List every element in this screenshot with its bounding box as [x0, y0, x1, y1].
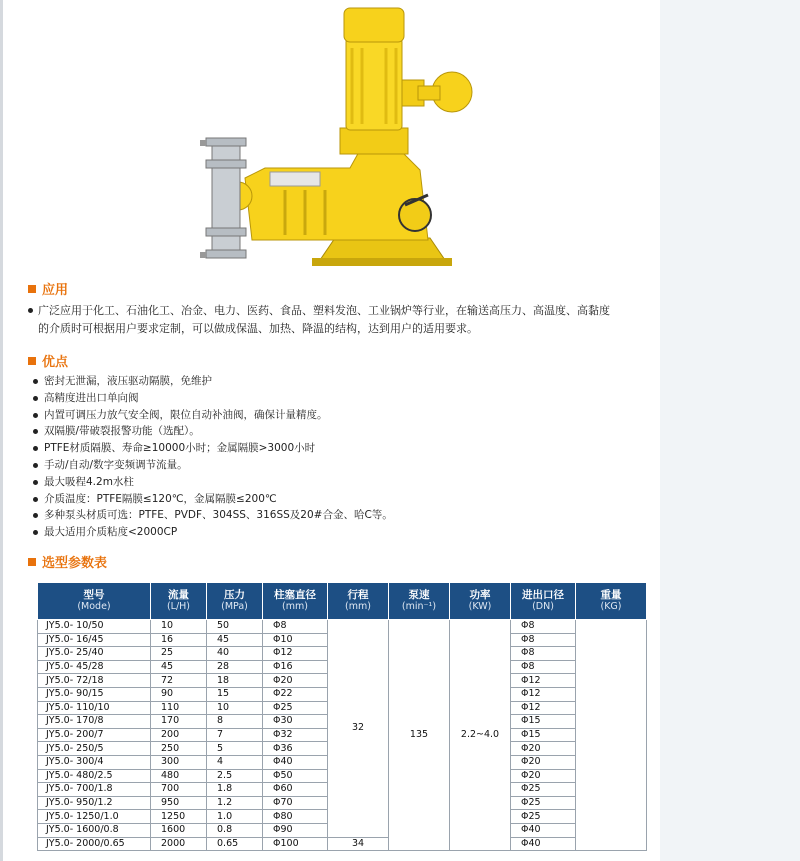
- selection-heading-text: 选型参数表: [42, 556, 108, 571]
- cell-port: Φ8: [511, 620, 576, 634]
- cell-pressure: 28: [207, 660, 263, 674]
- cell-port: Φ15: [511, 728, 576, 742]
- cell-flow: 950: [151, 796, 207, 810]
- cell-plunger: Φ25: [263, 701, 328, 715]
- list-item: 多种泵头材质可选：PTFE、PVDF、304SS、316SS及20#合金、哈C等。: [33, 507, 393, 524]
- cell-pressure: 8: [207, 715, 263, 729]
- cell-port: Φ8: [511, 633, 576, 647]
- cell-pressure: 10: [207, 701, 263, 715]
- cell-flow: 2000: [151, 837, 207, 851]
- cell-pressure: 7: [207, 728, 263, 742]
- cell-model: JY5.0- 25/40: [38, 647, 151, 661]
- cell-weight: [576, 620, 647, 851]
- list-item: 最大吸程4.2m水柱: [33, 474, 393, 491]
- cell-model: JY5.0- 170/8: [38, 715, 151, 729]
- cell-plunger: Φ32: [263, 728, 328, 742]
- orange-square-icon: [28, 558, 36, 566]
- list-item: 内置可调压力放气安全阀，限位自动补油阀，确保计量精度。: [33, 407, 393, 424]
- cell-stroke: 32: [328, 620, 389, 838]
- cell-model: JY5.0- 2000/0.65: [38, 837, 151, 851]
- cell-pressure: 5: [207, 742, 263, 756]
- cell-pressure: 0.8: [207, 823, 263, 837]
- cell-model: JY5.0- 480/2.5: [38, 769, 151, 783]
- column-header-model: 型号 (Mode): [38, 583, 151, 620]
- list-item: 双隔膜/带破裂报警功能（选配）。: [33, 423, 393, 440]
- cell-model: JY5.0- 90/15: [38, 687, 151, 701]
- cell-flow: 1250: [151, 810, 207, 824]
- application-paragraph: [38, 302, 618, 338]
- cell-plunger: Φ90: [263, 823, 328, 837]
- column-header-flow: 流量 (L/H): [151, 583, 207, 620]
- cell-pressure: 4: [207, 755, 263, 769]
- cell-model: JY5.0- 950/1.2: [38, 796, 151, 810]
- section-heading-selection: [28, 552, 107, 571]
- cell-pressure: 15: [207, 687, 263, 701]
- cell-flow: 1600: [151, 823, 207, 837]
- cell-plunger: Φ22: [263, 687, 328, 701]
- section-heading-application: [28, 279, 68, 298]
- cell-plunger: Φ40: [263, 755, 328, 769]
- list-item: 介质温度：PTFE隔膜≤120℃，金属隔膜≤200℃: [33, 491, 393, 508]
- cell-port: Φ15: [511, 715, 576, 729]
- cell-plunger: Φ30: [263, 715, 328, 729]
- table-header-row: [38, 583, 647, 620]
- list-item: PTFE材质隔膜、寿命≥10000小时；金属隔膜>3000小时: [33, 440, 393, 457]
- cell-pressure: 1.8: [207, 783, 263, 797]
- cell-pressure: 18: [207, 674, 263, 688]
- cell-pressure: 50: [207, 620, 263, 634]
- cell-plunger: Φ60: [263, 783, 328, 797]
- column-header-power: 功率 (KW): [450, 583, 511, 620]
- cell-pressure: 40: [207, 647, 263, 661]
- cell-model: JY5.0- 1250/1.0: [38, 810, 151, 824]
- cell-port: Φ25: [511, 796, 576, 810]
- cell-plunger: Φ10: [263, 633, 328, 647]
- cell-port: Φ40: [511, 823, 576, 837]
- cell-model: JY5.0- 300/4: [38, 755, 151, 769]
- cell-model: JY5.0- 16/45: [38, 633, 151, 647]
- column-header-port: 进出口径 (DN): [511, 583, 576, 620]
- list-item: 高精度进出口单向阀: [33, 390, 393, 407]
- cell-model: JY5.0- 72/18: [38, 674, 151, 688]
- list-item: 手动/自动/数字变频调节流量。: [33, 457, 393, 474]
- cell-pressure: 1.2: [207, 796, 263, 810]
- pump-product-image: [190, 0, 480, 278]
- cell-flow: 110: [151, 701, 207, 715]
- cell-port: Φ25: [511, 783, 576, 797]
- application-text: 广泛应用于化工、石油化工、冶金、电力、医药、食品、塑料发泡、工业锅炉等行业，在输送高压力、高温度、高黏度的介质时可根据用户要求定制，可以做成保温、加热、降温的结构，达到用户的适用要求。: [38, 304, 610, 335]
- cell-flow: 25: [151, 647, 207, 661]
- cell-flow: 16: [151, 633, 207, 647]
- cell-power: 2.2~4.0: [450, 620, 511, 851]
- bullet-dot-icon: [28, 308, 33, 313]
- cell-plunger: Φ20: [263, 674, 328, 688]
- advantages-list: [33, 373, 393, 541]
- cell-port: Φ20: [511, 769, 576, 783]
- cell-plunger: Φ70: [263, 796, 328, 810]
- cell-model: JY5.0- 200/7: [38, 728, 151, 742]
- page-left-rule: [0, 0, 3, 861]
- advantages-heading-text: 优点: [42, 355, 69, 370]
- cell-plunger: Φ8: [263, 620, 328, 634]
- list-item: 最大适用介质粘度<2000CP: [33, 524, 393, 541]
- cell-port: Φ20: [511, 755, 576, 769]
- table-body: [38, 620, 647, 851]
- cell-flow: 700: [151, 783, 207, 797]
- cell-pressure: 1.0: [207, 810, 263, 824]
- cell-pressure: 0.65: [207, 837, 263, 851]
- selection-parameter-table: [37, 582, 647, 851]
- table-row: [38, 837, 647, 851]
- cell-flow: 250: [151, 742, 207, 756]
- cell-model: JY5.0- 700/1.8: [38, 783, 151, 797]
- column-header-weight: 重量 (KG): [576, 583, 647, 620]
- cell-pressure: 45: [207, 633, 263, 647]
- column-header-pressure: 压力 (MPa): [207, 583, 263, 620]
- cell-flow: 170: [151, 715, 207, 729]
- column-header-plunger: 柱塞直径 (mm): [263, 583, 328, 620]
- cell-port: Φ12: [511, 701, 576, 715]
- cell-port: Φ8: [511, 647, 576, 661]
- cell-port: Φ12: [511, 674, 576, 688]
- cell-speed: 135: [389, 620, 450, 851]
- cell-stroke: 34: [328, 837, 389, 851]
- cell-pressure: 2.5: [207, 769, 263, 783]
- list-item: 密封无泄漏，液压驱动隔膜，免维护: [33, 373, 393, 390]
- cell-model: JY5.0- 1600/0.8: [38, 823, 151, 837]
- cell-plunger: Φ50: [263, 769, 328, 783]
- cell-port: Φ40: [511, 837, 576, 851]
- orange-square-icon: [28, 285, 36, 293]
- cell-flow: 480: [151, 769, 207, 783]
- cell-model: JY5.0- 110/10: [38, 701, 151, 715]
- orange-square-icon: [28, 357, 36, 365]
- cell-flow: 10: [151, 620, 207, 634]
- cell-model: JY5.0- 10/50: [38, 620, 151, 634]
- cell-model: JY5.0- 250/5: [38, 742, 151, 756]
- table-row: [38, 620, 647, 634]
- cell-flow: 90: [151, 687, 207, 701]
- cell-plunger: Φ12: [263, 647, 328, 661]
- cell-plunger: Φ16: [263, 660, 328, 674]
- cell-model: JY5.0- 45/28: [38, 660, 151, 674]
- application-heading-text: 应用: [42, 283, 69, 298]
- cell-port: Φ12: [511, 687, 576, 701]
- cell-plunger: Φ36: [263, 742, 328, 756]
- cell-port: Φ25: [511, 810, 576, 824]
- cell-flow: 45: [151, 660, 207, 674]
- section-heading-advantages: [28, 351, 68, 370]
- cell-port: Φ20: [511, 742, 576, 756]
- column-header-speed: 泵速 (min⁻¹): [389, 583, 450, 620]
- page-right-margin: [660, 0, 800, 861]
- cell-flow: 72: [151, 674, 207, 688]
- column-header-stroke: 行程 (mm): [328, 583, 389, 620]
- cell-flow: 200: [151, 728, 207, 742]
- cell-plunger: Φ80: [263, 810, 328, 824]
- cell-flow: 300: [151, 755, 207, 769]
- cell-plunger: Φ100: [263, 837, 328, 851]
- cell-port: Φ8: [511, 660, 576, 674]
